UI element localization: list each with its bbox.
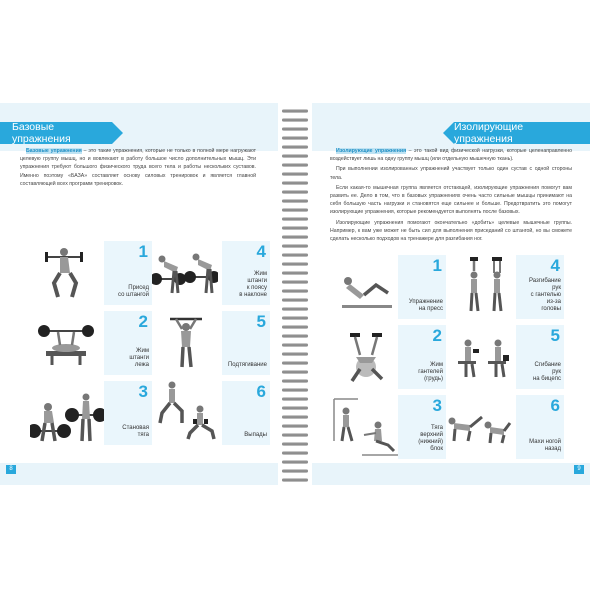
exercise-label: Махи ногой назад	[529, 439, 561, 452]
footer-band	[312, 463, 590, 485]
footer-band	[0, 463, 278, 485]
exercise-number: 5	[256, 312, 266, 331]
exercise-label: Присед со штангой	[118, 285, 149, 298]
spiral-ring	[282, 262, 308, 266]
spiral-ring	[282, 316, 308, 320]
squat-illustration	[44, 245, 84, 301]
exercise-label: Сгибание рук на бицепс	[532, 362, 561, 382]
exercise-card-1	[398, 255, 446, 319]
dumbbell-press-illustration	[342, 329, 392, 385]
spiral-ring	[282, 478, 308, 482]
exercise-card-4	[516, 255, 564, 319]
bent-over-row-illustration	[152, 249, 218, 295]
abs-crunch-illustration	[338, 271, 394, 313]
spiral-ring	[282, 154, 308, 158]
exercise-card-2	[104, 311, 152, 375]
exercise-number: 2	[138, 312, 148, 331]
exercise-label: Тяга верхний (нижний) блок	[418, 425, 443, 452]
spiral-ring	[282, 217, 308, 221]
spiral-ring	[282, 271, 308, 275]
spiral-ring	[282, 388, 308, 392]
exercise-label: Становая тяга	[122, 425, 149, 438]
right-intro	[330, 147, 572, 245]
exercise-number: 1	[138, 242, 148, 261]
spiral-ring	[282, 190, 308, 194]
lunges-illustration	[152, 379, 220, 441]
exercise-number: 6	[256, 382, 266, 401]
spiral-ring	[282, 181, 308, 185]
exercise-number: 4	[256, 242, 266, 261]
spiral-ring	[282, 451, 308, 455]
exercise-label: Жим гантелей (грудь)	[418, 362, 443, 382]
exercise-card-5	[516, 325, 564, 389]
spiral-ring	[282, 109, 308, 113]
left-intro	[20, 147, 256, 190]
spiral-ring	[282, 370, 308, 374]
spiral-ring	[282, 424, 308, 428]
spiral-ring	[282, 145, 308, 149]
left-page	[0, 103, 278, 485]
spiral-ring	[282, 307, 308, 311]
spiral-ring	[282, 127, 308, 131]
intro-text: – это такие упражнения, которые не только в полной мере нагружают целевую группу мышц, но и вовлекают в работу большое число дополнительных мышц. Эти упражнения требуют большого физического труда всего тела и работы нескольких суставов. Именно поэтому «БАЗА» составляет основу силовых тренировок и является главной составляющей всех программ тренировок.	[20, 148, 256, 187]
spiral-ring	[282, 460, 308, 464]
exercise-label: Жим штанги к поясу в наклоне	[239, 271, 267, 298]
left-page-title: Базовые упражнения	[0, 122, 112, 144]
spiral-ring	[282, 406, 308, 410]
spiral-ring	[282, 415, 308, 419]
spiral-ring	[282, 352, 308, 356]
pull-up-illustration	[166, 315, 206, 371]
spiral-ring	[282, 244, 308, 248]
exercise-card-6	[516, 395, 564, 459]
exercise-number: 3	[432, 396, 442, 415]
spiral-ring	[282, 226, 308, 230]
exercise-number: 6	[550, 396, 560, 415]
right-page-title: Изолирующие упражнения	[454, 122, 590, 144]
spiral-ring	[282, 433, 308, 437]
spiral-ring	[282, 343, 308, 347]
leg-kickback-illustration	[442, 403, 512, 447]
spiral-ring	[282, 118, 308, 122]
exercise-label: Выпады	[244, 432, 267, 438]
spiral-ring	[282, 469, 308, 473]
intro-paragraph: При выполнении изолированных упражнений участвует только один сустав с одной стороны тела.	[330, 166, 572, 181]
exercise-card-1	[104, 241, 152, 305]
intro-highlight: Изолирующие упражнения	[336, 148, 407, 154]
spiral-ring	[282, 298, 308, 302]
exercise-label: Подтягивание	[227, 362, 267, 368]
exercise-label: Разгибание рук с гантелью из-за головы	[528, 278, 561, 312]
spiral-ring	[282, 280, 308, 284]
spiral-ring	[282, 397, 308, 401]
overhead-extension-illustration	[462, 255, 510, 313]
spiral-ring	[282, 253, 308, 257]
spiral-ring	[282, 163, 308, 167]
deadlift-illustration	[30, 393, 104, 443]
exercise-label: Упражнение на пресс	[408, 299, 443, 312]
spiral-ring	[282, 379, 308, 383]
spiral-ring	[282, 334, 308, 338]
bench-press-illustration	[38, 323, 94, 367]
page-number: 9	[574, 465, 584, 474]
exercise-number: 4	[550, 256, 560, 275]
exercise-card-2	[398, 325, 446, 389]
exercise-number: 5	[550, 326, 560, 345]
spiral-ring	[282, 199, 308, 203]
cable-pulldown-illustration	[330, 395, 400, 457]
spiral-ring	[282, 325, 308, 329]
spiral-ring	[282, 442, 308, 446]
exercise-number: 2	[432, 326, 442, 345]
biceps-curl-illustration	[454, 335, 516, 381]
exercise-card-4	[222, 241, 270, 305]
exercise-card-5	[222, 311, 270, 375]
page-number: 8	[6, 465, 16, 474]
intro-paragraph: Изолирующие упражнения помогают окончательно «добить» целевые мышечные группы. Например, к вам уже может не быть сил для выполнения приседаний со штангой, но вы сможете сделать несколько подходов на тренажере для разгибания ног.	[330, 219, 572, 243]
spiral-ring	[282, 235, 308, 239]
exercise-label: Жим штанги лежа	[129, 348, 149, 368]
intro-highlight: Базовые упражнения	[26, 148, 82, 154]
spiral-ring	[282, 289, 308, 293]
exercise-number: 3	[138, 382, 148, 401]
exercise-card-6	[222, 381, 270, 445]
right-page	[312, 103, 590, 485]
intro-text: – это такой вид физической нагрузки, которые целенаправленно воздействует лишь на одну группу мышц (или отдельную мышечную ткань).	[330, 148, 572, 163]
exercise-card-3	[104, 381, 152, 445]
exercise-number: 1	[432, 256, 442, 275]
spiral-binding	[278, 103, 312, 485]
spiral-ring	[282, 208, 308, 212]
exercise-card-3	[398, 395, 446, 459]
spiral-ring	[282, 172, 308, 176]
spiral-ring	[282, 136, 308, 140]
intro-paragraph: Если какая-то мышечная группа является отстающей, изолирующие упражнения помогут вам развить ее. Дело в том, что в базовых упражнениях очень часто сильные мышцы принимают на себя большую часть нагрузки и становятся еще сильнее и больше. Предотвратить это помогут изолирующие упражнения, которые рекомендуется выполнять после базовых.	[330, 184, 572, 216]
spiral-ring	[282, 361, 308, 365]
